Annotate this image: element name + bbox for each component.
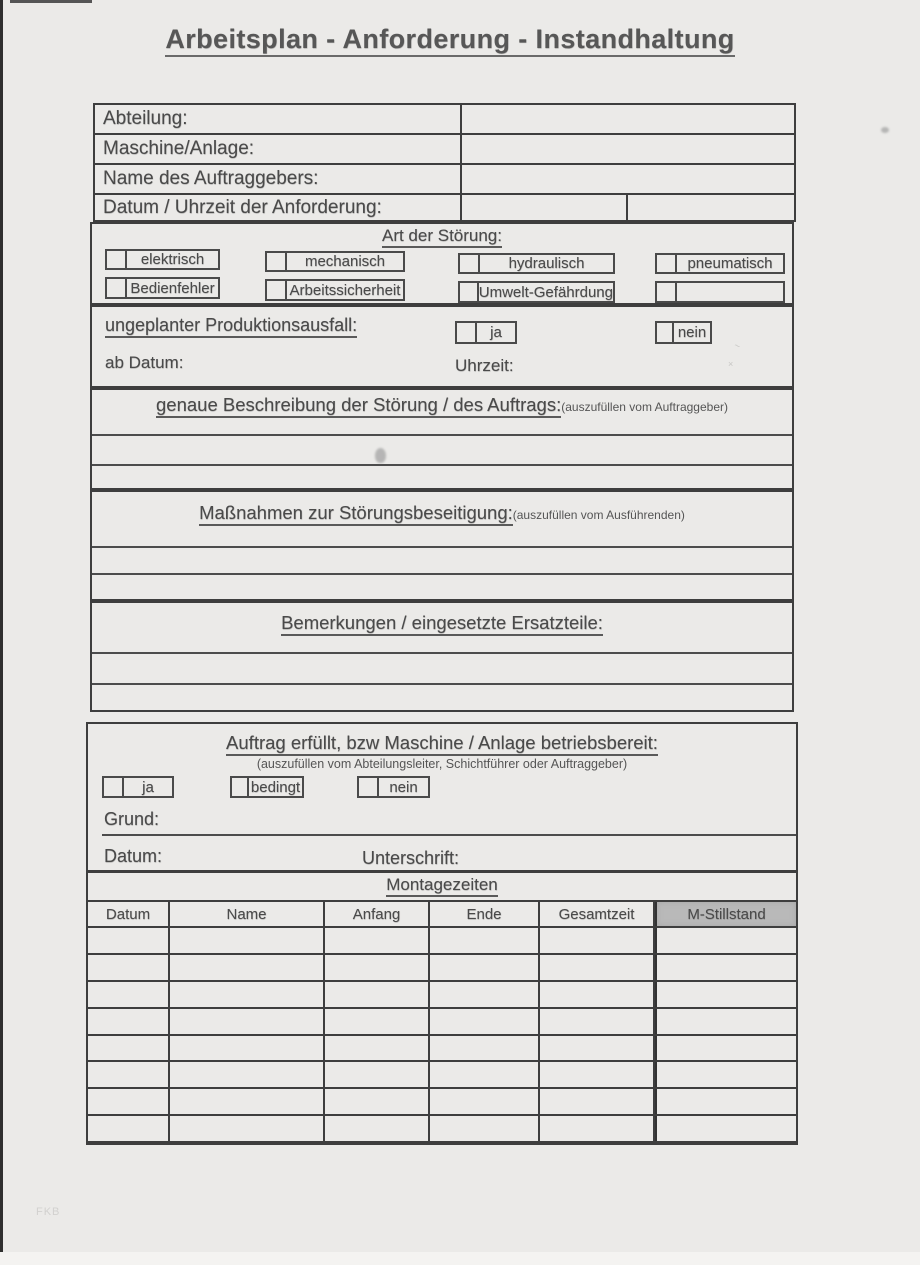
beschreibung-note: (auszufüllen vom Auftraggeber) — [561, 400, 728, 414]
writing-line[interactable] — [92, 652, 792, 654]
checkbox-box[interactable] — [359, 778, 379, 796]
table-cell[interactable] — [88, 955, 170, 980]
table-cell[interactable] — [170, 1089, 325, 1114]
artifact-dot — [881, 127, 889, 133]
table-cell[interactable] — [88, 928, 170, 953]
unterschrift-label: Unterschrift: — [362, 848, 460, 868]
table-cell[interactable] — [540, 1009, 655, 1034]
table-cell[interactable] — [655, 1089, 796, 1114]
checkbox-label: bedingt — [250, 778, 301, 796]
table-cell[interactable] — [88, 1009, 170, 1034]
table-cell[interactable] — [170, 1036, 325, 1061]
bemerkungen-section — [90, 601, 794, 712]
erfuellt-ja-checkbox[interactable] — [102, 776, 174, 798]
checkbox-label: Umwelt-Gefährdung — [478, 283, 613, 301]
page-title: Arbeitsplan - Anforderung - Instandhaltung — [165, 24, 734, 57]
field-row-auftraggeber — [95, 163, 794, 193]
montage-header-cell: Datum — [88, 902, 170, 926]
checkbox-option-blank[interactable] — [655, 281, 785, 303]
checkbox-box[interactable] — [657, 283, 677, 301]
table-cell[interactable] — [325, 1036, 430, 1061]
maschine-value-cell[interactable] — [462, 135, 794, 163]
erfuellt-bedingt-checkbox[interactable] — [230, 776, 304, 798]
field-label: Abteilung: — [95, 105, 462, 133]
bemerkungen-heading: Bemerkungen / eingesetzte Ersatzteile: — [281, 612, 603, 636]
scan-edge-bottom — [0, 1252, 920, 1265]
field-row-datum-uhrzeit — [95, 193, 794, 220]
table-cell[interactable] — [88, 1116, 170, 1141]
ab-datum-label: ab Datum: — [105, 353, 184, 372]
checkbox-label: Bedienfehler — [130, 279, 215, 297]
checkbox-label: pneumatisch — [687, 255, 773, 272]
table-cell[interactable] — [430, 1116, 540, 1141]
table-cell[interactable] — [170, 955, 325, 980]
stoerung-heading: Art der Störung: — [382, 226, 502, 248]
auftraggeber-value-cell[interactable] — [462, 165, 794, 193]
table-cell[interactable] — [88, 982, 170, 1007]
checkbox-box[interactable] — [457, 323, 477, 342]
grund-writing-line[interactable] — [102, 834, 796, 836]
table-cell[interactable] — [88, 1089, 170, 1114]
checkbox-label: hydraulisch — [508, 255, 585, 272]
table-row — [88, 980, 796, 1007]
table-cell[interactable] — [325, 982, 430, 1007]
checkbox-box[interactable] — [460, 283, 479, 301]
table-cell[interactable] — [170, 1062, 325, 1087]
table-row — [88, 1007, 796, 1034]
montage-header-cell: Name — [170, 902, 325, 926]
abschluss-note: (auszufüllen vom Abteilungsleiter, Schichtführer oder Auftraggeber) — [256, 757, 628, 771]
table-cell[interactable] — [325, 928, 430, 953]
header-fields-table — [93, 103, 796, 222]
uhrzeit-label: Uhrzeit: — [455, 356, 514, 375]
montage-header-cell: M-Stillstand — [655, 902, 796, 926]
table-cell[interactable] — [325, 1009, 430, 1034]
table-cell[interactable] — [540, 955, 655, 980]
table-cell[interactable] — [430, 1036, 540, 1061]
datum-label: Datum: — [104, 846, 163, 866]
table-row — [88, 953, 796, 980]
grund-label: Grund: — [104, 809, 160, 829]
checkbox-label: nein — [677, 324, 707, 341]
checkbox-label: elektrisch — [140, 251, 205, 268]
checkbox-option-elektrisch[interactable] — [105, 249, 220, 270]
checkbox-label: nein — [389, 778, 418, 796]
checkbox-label: ja — [142, 778, 154, 796]
table-row — [88, 1034, 796, 1061]
table-cell[interactable] — [170, 982, 325, 1007]
montage-header-row — [88, 902, 796, 926]
footer-mark: FKB — [36, 1206, 61, 1218]
field-row-abteilung — [95, 105, 794, 133]
abschluss-section — [86, 722, 798, 1145]
pencil-mark: ~ — [732, 340, 742, 353]
table-cell[interactable] — [88, 1036, 170, 1061]
table-cell[interactable] — [655, 1116, 796, 1141]
table-cell[interactable] — [655, 955, 796, 980]
scan-edge-top — [10, 0, 92, 3]
checkbox-label: mechanisch — [304, 253, 386, 270]
anforderung-datum-cell[interactable] — [462, 195, 628, 220]
beschreibung-heading: genaue Beschreibung der Störung / des Auftrags: — [156, 394, 561, 418]
anforderung-uhrzeit-cell[interactable] — [628, 195, 794, 220]
field-label: Name des Auftraggebers: — [95, 165, 462, 193]
nein-checkbox[interactable] — [655, 321, 712, 344]
table-cell[interactable] — [430, 982, 540, 1007]
writing-line[interactable] — [92, 573, 792, 575]
checkbox-box[interactable] — [460, 255, 480, 272]
erfuellt-nein-checkbox[interactable] — [357, 776, 430, 798]
massnahmen-note: (auszufüllen vom Ausführenden) — [512, 508, 685, 522]
table-cell[interactable] — [325, 1062, 430, 1087]
table-row — [88, 1114, 796, 1141]
table-cell[interactable] — [540, 1062, 655, 1087]
table-row — [88, 926, 796, 953]
checkbox-box[interactable] — [267, 281, 287, 299]
table-cell[interactable] — [655, 982, 796, 1007]
divider-line — [88, 870, 796, 873]
table-cell[interactable] — [540, 1116, 655, 1141]
scan-edge-left — [0, 0, 3, 1265]
table-row — [88, 1060, 796, 1087]
checkbox-option-bedienfehler[interactable] — [105, 277, 220, 299]
montage-header-cell: Anfang — [325, 902, 430, 926]
stoerung-section — [90, 222, 794, 305]
abteilung-value-cell[interactable] — [462, 105, 794, 133]
ausfall-label: ungeplanter Produktionsausfall: — [105, 315, 357, 336]
table-cell[interactable] — [540, 1036, 655, 1061]
writing-line[interactable] — [92, 434, 792, 436]
checkbox-option-arbeitssicherheit[interactable] — [265, 279, 405, 301]
checkbox-box[interactable] — [267, 253, 287, 270]
checkbox-box[interactable] — [657, 255, 677, 272]
checkbox-option-hydraulisch[interactable] — [458, 253, 615, 274]
ink-smudge — [375, 448, 386, 463]
massnahmen-heading: Maßnahmen zur Störungsbeseitigung: — [199, 502, 513, 526]
table-cell[interactable] — [655, 1009, 796, 1034]
table-row — [88, 1087, 796, 1114]
field-label: Maschine/Anlage: — [95, 135, 462, 163]
checkbox-box[interactable] — [107, 279, 127, 297]
table-cell[interactable] — [430, 955, 540, 980]
table-cell[interactable] — [170, 928, 325, 953]
table-cell[interactable] — [430, 928, 540, 953]
table-cell[interactable] — [655, 1036, 796, 1061]
montage-header-cell: Ende — [430, 902, 540, 926]
checkbox-box[interactable] — [232, 778, 249, 796]
table-cell[interactable] — [325, 1116, 430, 1141]
table-cell[interactable] — [430, 1062, 540, 1087]
table-cell[interactable] — [325, 1089, 430, 1114]
table-cell[interactable] — [170, 1009, 325, 1034]
table-cell[interactable] — [430, 1009, 540, 1034]
checkbox-box[interactable] — [107, 251, 127, 268]
montage-header-cell: Gesamtzeit — [540, 902, 655, 926]
pencil-mark: × — [728, 359, 734, 369]
table-cell[interactable] — [655, 1062, 796, 1087]
writing-line[interactable] — [92, 683, 792, 685]
field-row-maschine — [95, 133, 794, 163]
checkbox-option-mechanisch[interactable] — [265, 251, 405, 272]
checkbox-label: ja — [490, 324, 502, 341]
page-title-wrap — [0, 24, 900, 55]
beschreibung-section — [90, 388, 794, 490]
field-label: Datum / Uhrzeit der Anforderung: — [95, 195, 462, 220]
table-cell[interactable] — [170, 1116, 325, 1141]
abschluss-heading: Auftrag erfüllt, bzw Maschine / Anlage betriebsbereit: — [226, 732, 658, 756]
montage-heading: Montagezeiten — [386, 875, 498, 897]
checkbox-option-pneumatisch[interactable] — [655, 253, 785, 274]
table-cell[interactable] — [655, 928, 796, 953]
ja-checkbox[interactable] — [455, 321, 517, 344]
table-cell[interactable] — [540, 982, 655, 1007]
montage-table — [88, 900, 796, 1141]
writing-line[interactable] — [92, 546, 792, 548]
writing-line[interactable] — [92, 464, 792, 466]
table-cell[interactable] — [430, 1089, 540, 1114]
massnahmen-section — [90, 490, 794, 601]
checkbox-label: Arbeitssicherheit — [289, 281, 401, 299]
table-cell[interactable] — [540, 928, 655, 953]
checkbox-option-umwelt[interactable] — [458, 281, 615, 303]
table-cell[interactable] — [325, 955, 430, 980]
table-cell[interactable] — [88, 1062, 170, 1087]
checkbox-box[interactable] — [104, 778, 124, 796]
table-cell[interactable] — [540, 1089, 655, 1114]
checkbox-box[interactable] — [657, 323, 674, 342]
ausfall-section — [90, 305, 794, 388]
